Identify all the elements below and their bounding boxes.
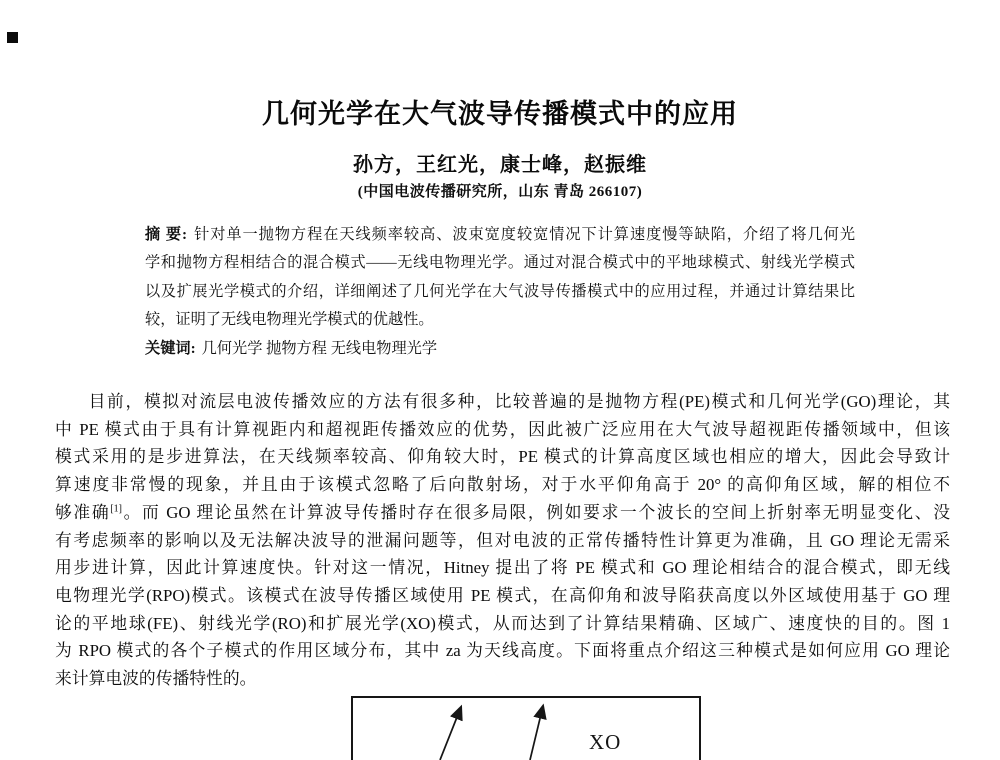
paper-authors: 孙方，王红光，康士峰，赵振维 — [353, 154, 647, 176]
body-line: 目前，模拟对流层电波传播效应的方法有很多种，比较普遍的是抛物方程(PE)模式和几何光学(GO)理论，其 — [88, 392, 950, 411]
abstract-line — [145, 221, 855, 249]
abstract-line: 较，证明了无线电物理光学模式的优越性。 — [145, 311, 434, 329]
body-paragraph — [55, 388, 950, 693]
ray-arrow-icon — [530, 706, 543, 760]
figure-region-label-xo: XO — [589, 730, 622, 754]
body-line: 有考虑频率的影响以及无法解决波导的泄漏问题等，但对电波的正常传播特性计算更为准确，且 GO 理论无需采 — [55, 530, 950, 550]
figure-arrows — [353, 698, 699, 760]
body-line: 中 PE 模式由于具有计算视距内和超视距传播效应的优势，因此被广泛应用在大气波导超视距传播领域中，但该 — [55, 419, 950, 439]
body-line-text: 。而 GO 理论虽然在计算波导传播时存在很多局限，例如要求一个波长的空间上折射率无明显变化、没 — [121, 502, 950, 522]
abstract-line: 以及扩展光学模式的介绍，详细阐述了几何光学在大气波导传播模式中的应用过程，并通过计算结果比 — [145, 282, 855, 300]
body-line: 算速度非常慢的现象，并且由于该模式忽略了后向散射场，对于水平仰角高于 20° 的高仰角区域，解的相位不 — [55, 475, 950, 495]
keywords-label: 关键词: — [145, 339, 196, 357]
abstract-section — [145, 221, 855, 363]
body-line: 论的平地球(FE)、射线光学(RO)和扩展光学(XO)模式，从而达到了计算结果精确、区域广、速度快的目的。图 1 — [55, 613, 950, 633]
body-line: 电物理光学(RPO)模式。该模式在波导传播区域使用 PE 模式，在高仰角和波导陷获高度以外区域使用基于 GO 理 — [55, 585, 950, 605]
abstract-line-text: 针对单一抛物方程在天线频率较高、波束宽度较宽情况下计算速度慢等缺陷，介绍了将几何光 — [193, 226, 856, 243]
body-line: 为 RPO 模式的各个子模式的作用区域分布，其中 za 为天线高度。下面将重点介绍这三种模式是如何应用 GO 理论 — [55, 641, 950, 661]
figure-1-box — [351, 696, 701, 760]
paper-affiliation: (中国电波传播研究所，山东 青岛 266107) — [357, 184, 643, 200]
citation-ref: [1] — [110, 503, 122, 515]
ray-arrow-icon — [440, 707, 461, 760]
abstract-label: 摘 要: — [145, 226, 188, 243]
abstract-line: 学和抛物方程相结合的混合模式——无线电物理光学。通过对混合模式中的平地球模式、射线光学模式 — [145, 254, 855, 272]
body-line: 模式采用的是步进算法，在天线频率较高、仰角较大时，PE 模式的计算高度区域也相应的增大，因此会导致计 — [55, 447, 950, 467]
body-line-text: 够准确 — [55, 502, 111, 522]
body-line — [55, 499, 950, 527]
body-line: 来计算电波的传播特性的。 — [55, 669, 257, 689]
keywords-line — [145, 335, 855, 363]
keywords-text: 几何光学 抛物方程 无线电物理光学 — [201, 339, 438, 357]
paper-title: 几何光学在大气波导传播模式中的应用 — [262, 99, 738, 129]
scan-artifact-mark — [7, 32, 18, 43]
body-line: 用步进计算，因此计算速度快。针对这一情况，Hitney 提出了将 PE 模式和 GO 理论相结合的混合模式，即无线 — [55, 558, 950, 578]
